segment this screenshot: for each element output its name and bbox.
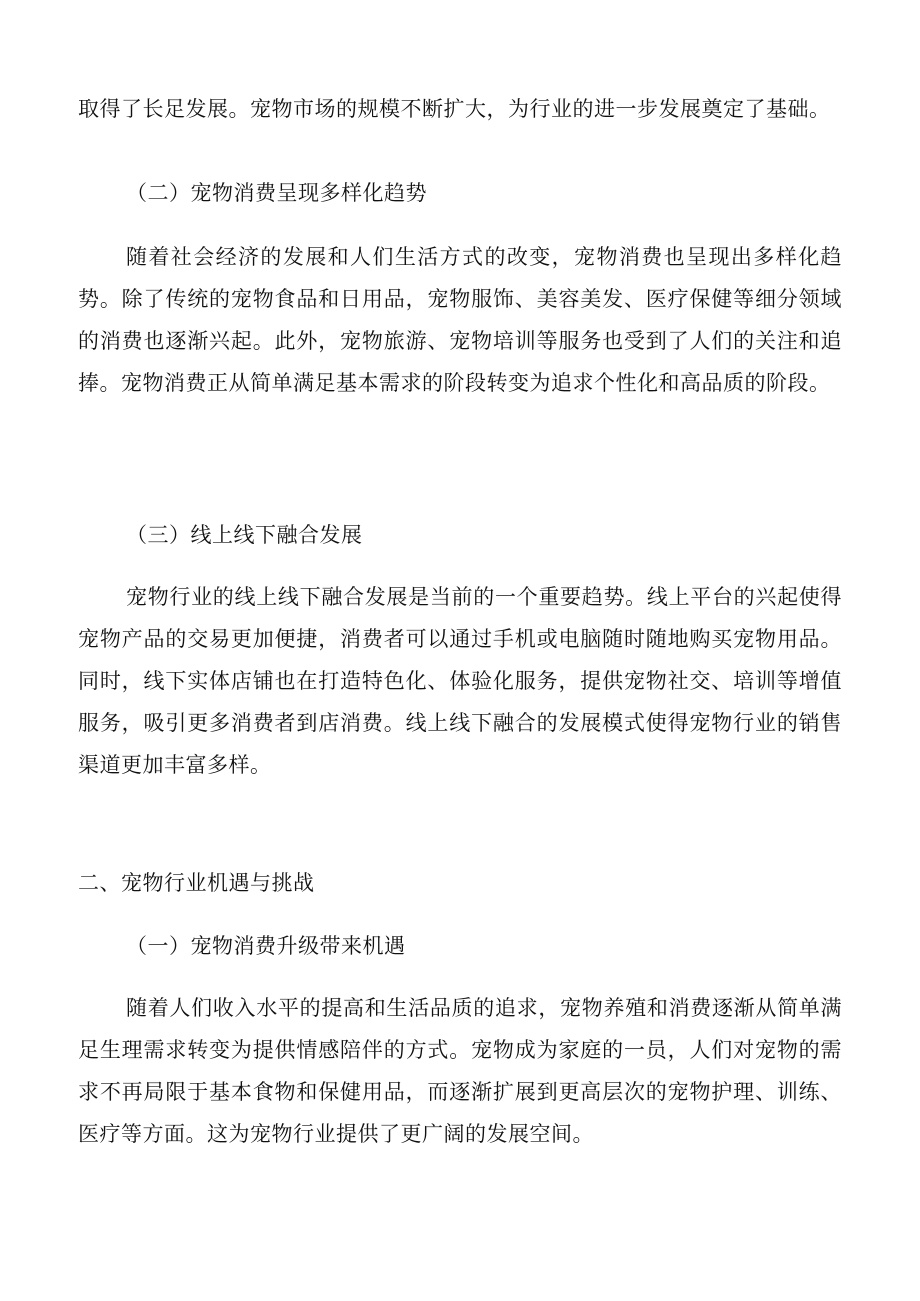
subheading-consumption-upgrade: （一）宠物消费升级带来机遇 xyxy=(126,934,406,958)
paragraph-consumption-upgrade: 随着人们收入水平的提高和生活品质的追求，宠物养殖和消费逐渐从简单满足生理需求转变为提供情感陪伴的方式。宠物成为家庭的一员，人们对宠物的需求不再局限于基本食物和保健用品，而逐渐扩展到更高层次的宠物护理、训练、医疗等方面。这为宠物行业提供了更广阔的发展空间。 xyxy=(78,996,842,1146)
paragraph-diversified-consumption: 随着社会经济的发展和人们生活方式的改变，宠物消费也呈现出多样化趋势。除了传统的宠物食品和日用品，宠物服饰、美容美发、医疗保健等细分领域的消费也逐渐兴起。此外，宠物旅游、宠物培训等服务也受到了人们的关注和追捧。宠物消费正从简单满足基本需求的阶段转变为追求个性化和高品质的阶段。 xyxy=(78,245,842,395)
paragraph-market-scale: 取得了长足发展。宠物市场的规模不断扩大，为行业的进一步发展奠定了基础。 xyxy=(78,97,831,121)
section-heading-opportunities-challenges: 二、宠物行业机遇与挑战 xyxy=(78,871,315,895)
subheading-diversified-consumption: （二）宠物消费呈现多样化趋势 xyxy=(126,181,427,205)
subheading-online-offline: （三）线上线下融合发展 xyxy=(126,523,363,547)
paragraph-online-offline: 宠物行业的线上线下融合发展是当前的一个重要趋势。线上平台的兴起使得宠物产品的交易更加便捷，消费者可以通过手机或电脑随时随地购买宠物用品。同时，线下实体店铺也在打造特色化、体验化服务，提供宠物社交、培训等增值服务，吸引更多消费者到店消费。线上线下融合的发展模式使得宠物行业的销售渠道更加丰富多样。 xyxy=(78,585,842,777)
